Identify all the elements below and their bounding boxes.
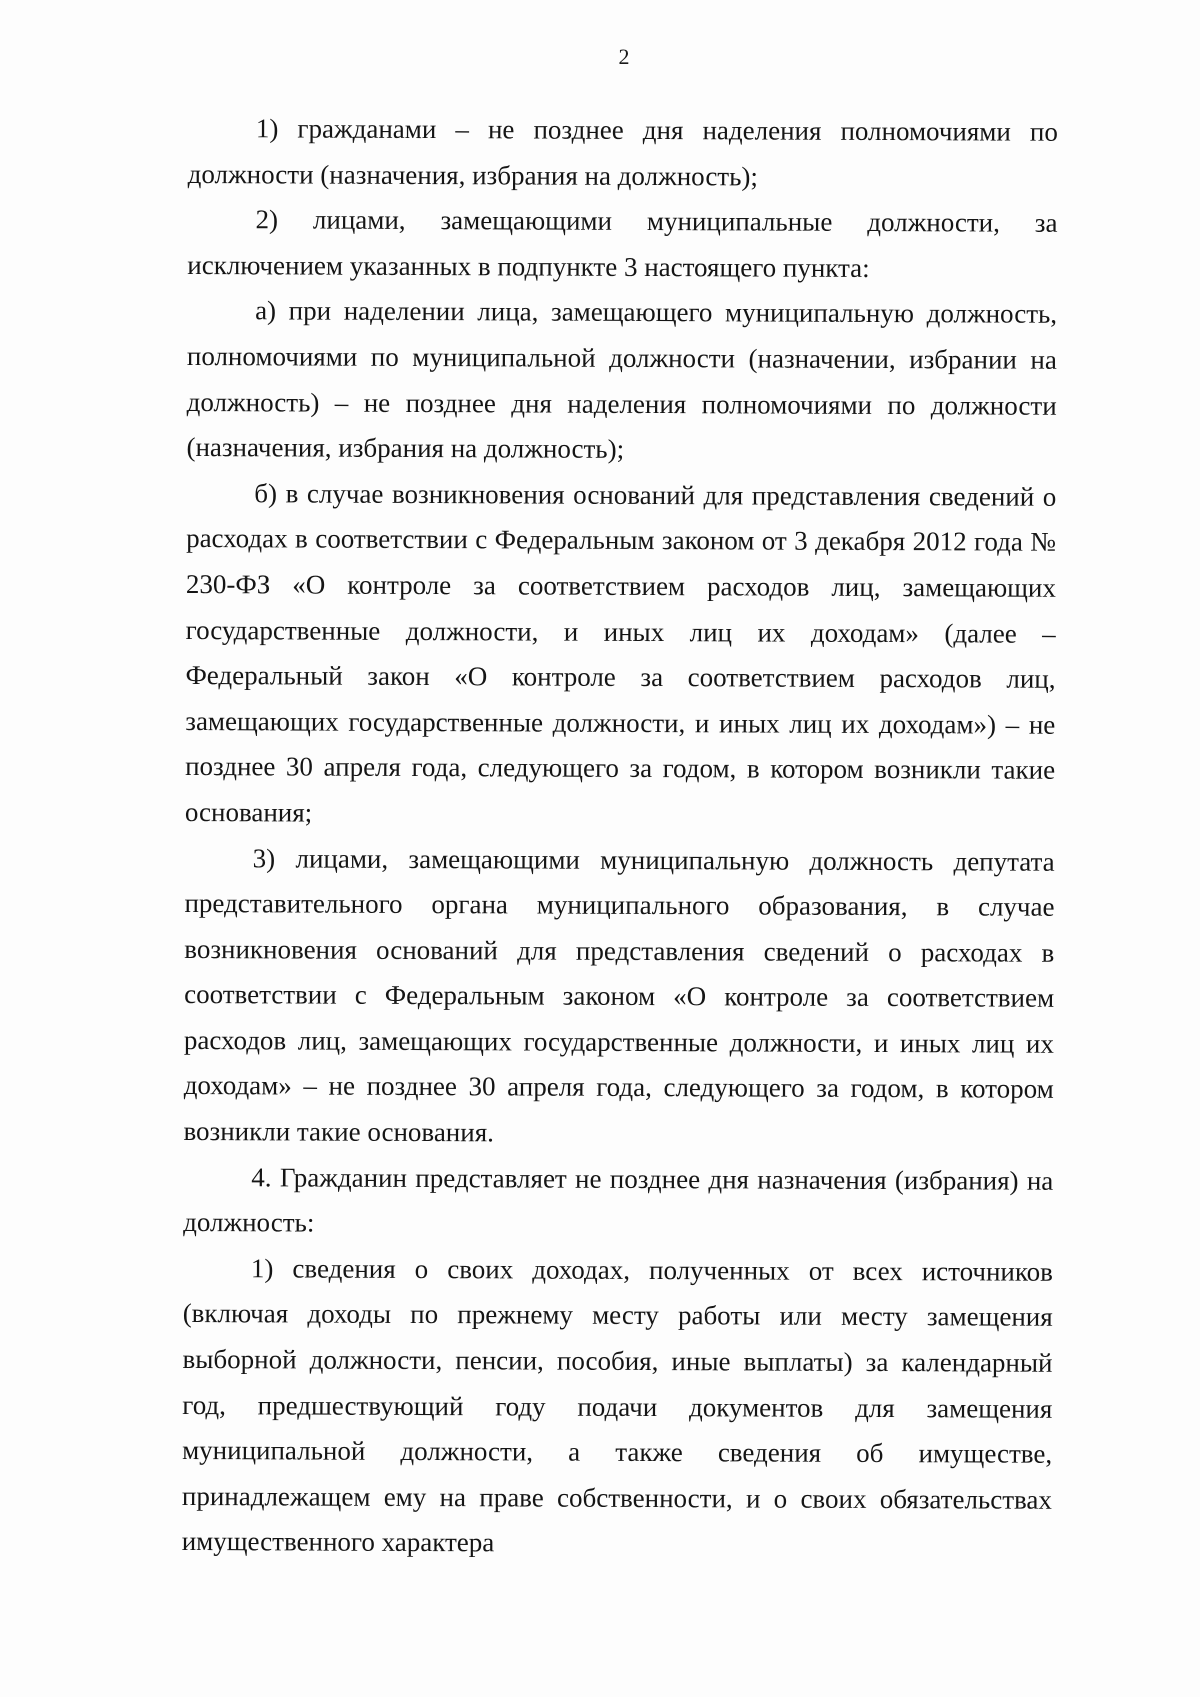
- paragraph-section-4: 4. Гражданин представляет не позднее дня назначения (избрания) на должность:: [183, 1161, 1054, 1238]
- document-body: [182, 106, 1058, 1569]
- paragraph-subitem-b: б) в случае возникновения оснований для представления сведений о расходах в соответствии с Федеральным законом от 3 декабря 2012 года № 230-ФЗ «О контроле за соответствием расходов лиц, замещающих государственные должности, и иных лиц их доходам» (далее – Федеральный закон «О контроле за соответствием расходов лиц, замещающих государственные должности, и иных лиц их доходам») – не позднее 30 апреля года, следующего за годом, в котором возникли такие основания;: [184, 478, 1057, 828]
- paragraph-item-2-municipal-officials: 2) лицами, замещающими муниципальные должности, за исключением указанных в подпункте 3 настоящего пункта:: [187, 204, 1058, 283]
- paragraph-section-4-item-1: 1) сведения о своих доходах, полученных от всех источников (включая доходы по прежнему месту работы или месту замещения выборной должности, пенсии, пособия, иные выплаты) за календарный год, предшествующий году подачи документов для замещения муниципальной должности, а также сведения об имуществе, принадлежащем ему на праве собственности, и о своих обязательствах имущественного характера: [181, 1253, 1053, 1558]
- paragraph-subitem-a: а) при наделении лица, замещающего муниципальную должность, полномочиями по муниципальной должности (назначении, избрании на должность) – не позднее дня наделения полномочиями по должности (назначения, избрания на должность);: [186, 295, 1058, 465]
- page-number: 2: [618, 44, 630, 69]
- paragraph-item-3-deputies: 3) лицами, замещающими муниципальную должность депутата представительного органа муниципального образования, в случае возникновения оснований для представления сведений о расходах в соответствии с Федеральным законом «О контроле за соответствием расходов лиц, замещающих государственные должности, и иных лиц их доходам» – не позднее 30 апреля года, следующего за годом, в котором возникли такие основания.: [183, 842, 1055, 1148]
- paragraph-item-1-citizens: 1) гражданами – не позднее дня наделения полномочиями по должности (назначения, избрания на должность);: [187, 113, 1058, 192]
